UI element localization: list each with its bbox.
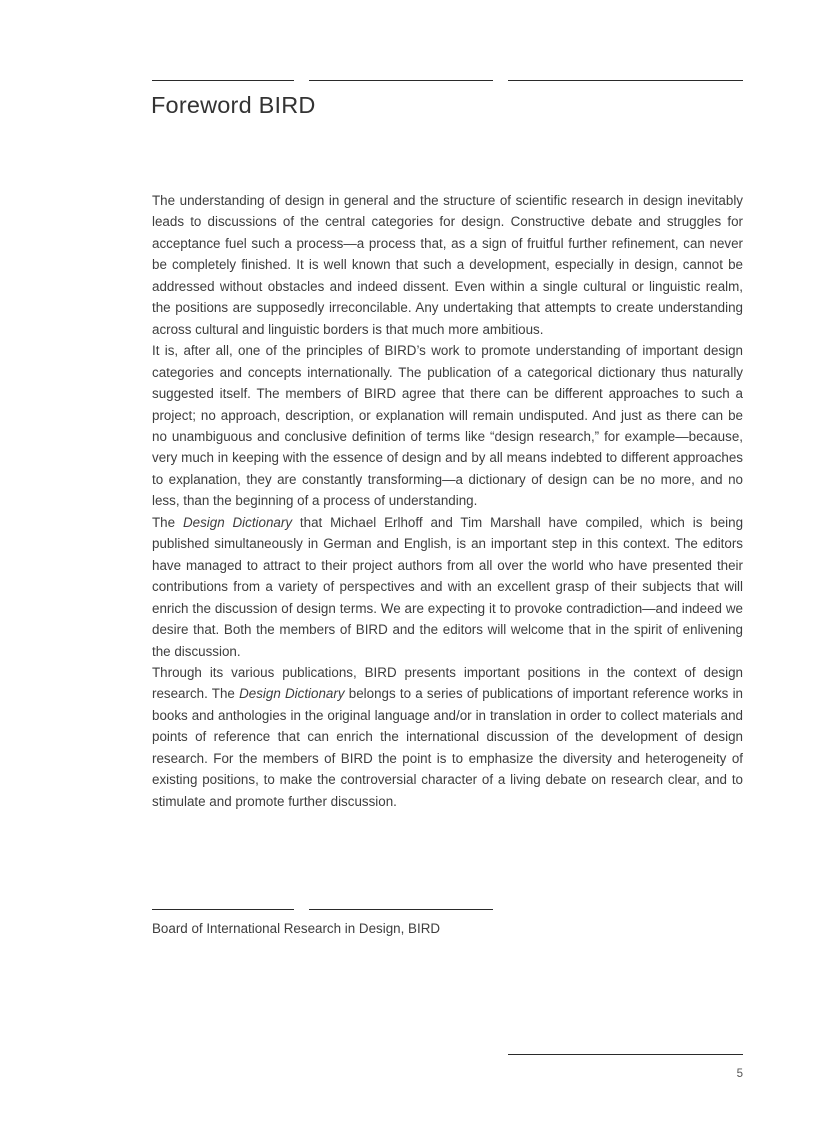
page-number: 5	[736, 1068, 743, 1080]
footer-rule	[508, 1054, 743, 1055]
page-title: Foreword BIRD	[151, 92, 316, 118]
paragraph-3	[152, 512, 743, 662]
paragraph-text: The understanding of design in general and the structure of scientific research in design inevitably leads to discussions of the central categories for design. Constructive debate and struggles for acceptance fuel such a process—a process that, as a sign of fruitful further refinement, can never be completely finished. It is well known that such a development, especially in design, cannot be addressed without obstacles and indeed dissent. Even within a single cultural or linguistic realm, the positions are supposedly irreconcilable. Any undertaking that attempts to create understanding across cultural and linguistic borders is that much more ambitious.	[152, 193, 743, 337]
header-rule-left	[152, 80, 294, 81]
paragraph-text: Through its various publications, BIRD presents important positions in the context of design research. The	[152, 664, 743, 702]
signature: Board of International Research in Design, BIRD	[152, 921, 441, 936]
paragraph-text: that Michael Erlhoff and Tim Marshall have compiled, which is being published simultaneously in German and English, is an important step in this context. The editors have managed to attract to their project authors from all over the world who have presented their contributions from a variety of perspectives and with an excellent grasp of their subjects that will enrich the discussion of design terms. We are expecting it to provoke contradiction—and indeed we desire that. Both the members of BIRD and the editors will welcome that in the spirit of enlivening the discussion.	[152, 514, 744, 659]
header-rule-middle	[309, 80, 493, 81]
paragraph-text: The	[152, 514, 183, 530]
body-text	[152, 190, 743, 812]
signature-rule-left	[152, 909, 294, 910]
header-rule-right	[508, 80, 743, 81]
paragraph-text: It is, after all, one of the principles of BIRD’s work to promote understanding of important design categories and concepts internationally. The publication of a categorical dictionary thus naturally suggested itself. The members of BIRD agree that there can be different approaches to such a project; no approach, description, or explanation will remain undisputed. And just as there can be no unambiguous and conclusive definition of terms like “design research,” for example—because, very much in keeping with the essence of design and by all means indebted to different approaches to explanation, they are constantly transforming—a dictionary of design can be no more, and no less, than the beginning of a process of understanding.	[152, 343, 743, 509]
paragraph-4	[152, 662, 743, 812]
paragraph-text: belongs to a series of publications of important reference works in books and anthologies in the original language and/or in translation in order to collect materials and points of reference that can enrich the international discussion of the development of design research. For the members of BIRD the point is to emphasize the diversity and heterogeneity of existing positions, to make the controversial character of a living debate on research clear, and to stimulate and promote further discussion.	[152, 686, 744, 809]
signature-rule-right	[309, 909, 493, 910]
book-title: Design Dictionary	[239, 686, 345, 702]
paragraph-2	[152, 340, 743, 512]
book-title: Design Dictionary	[182, 514, 293, 530]
paragraph-1	[152, 190, 743, 340]
